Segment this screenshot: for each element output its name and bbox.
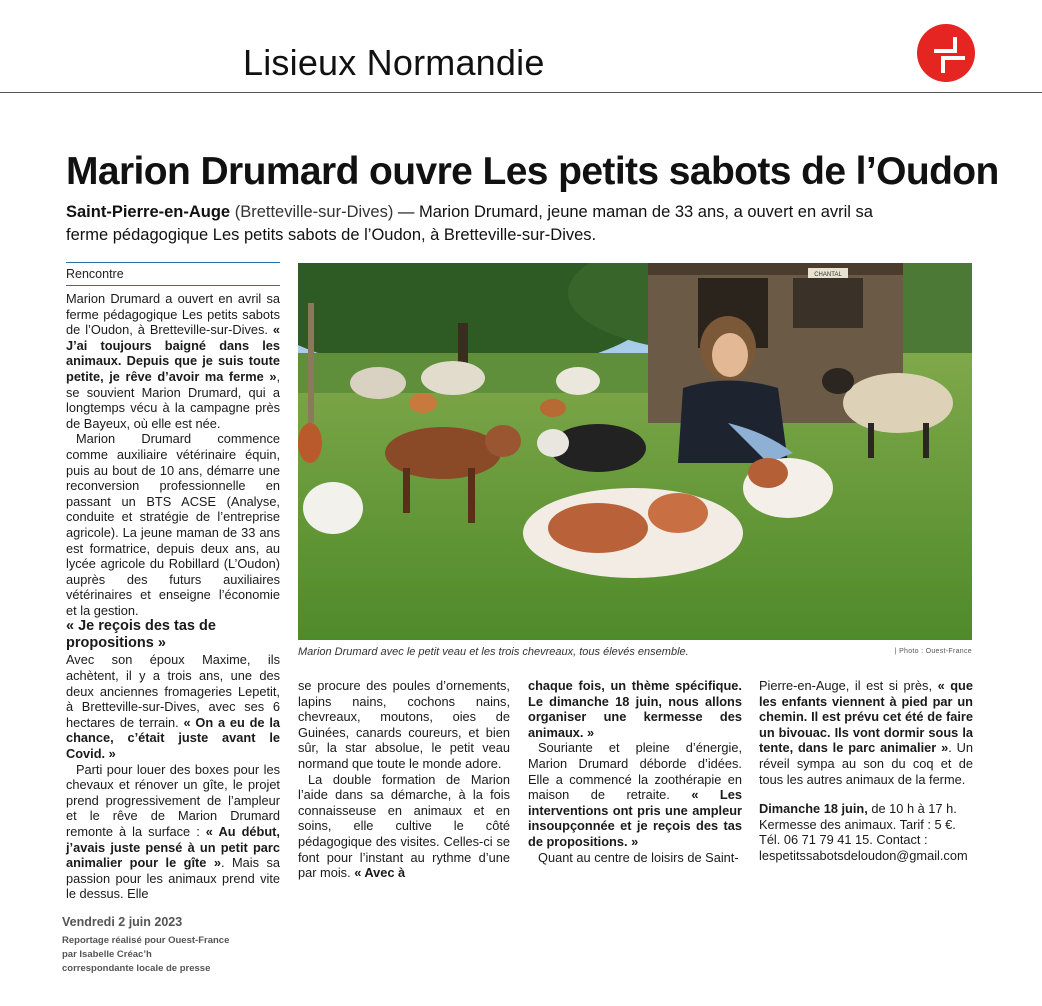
quote: « Les interventions ont pris une ampleur insoupçonnée et je reçois des tas de propositions. »: [528, 787, 742, 849]
paragraph: [528, 740, 742, 849]
quote: « que les enfants viennent à pied par un chemin. Il est prévu cet été de faire un bivouac. Ils vont dormir sous la tente, dans le parc animalier »: [759, 678, 973, 756]
footer-line: Reportage réalisé pour Ouest-France: [62, 935, 230, 946]
paragraph: [759, 678, 973, 787]
info-text: de 10 h à 17 h. Kermesse des animaux. Tarif : 5 €. Tél. 06 71 79 41 15. Contact : lespetitssabotsdeloudon@gmail.com: [759, 801, 968, 863]
intertitle: « Je reçois des tas de propositions »: [66, 618, 216, 652]
quote: « J’ai toujours baigné dans les animaux. Depuis que je suis toute petite, je rêve d’avoir ma ferme »: [66, 322, 280, 384]
paragraph: [66, 291, 280, 431]
header-divider: [0, 92, 1042, 93]
rubric-label: Rencontre: [66, 262, 280, 286]
paragraph: [66, 652, 280, 761]
article-column-4: [759, 678, 973, 864]
text: , se souvient Marion Drumard, qui a longtemps vécu à la campagne près de Bayeux, où elle est née.: [66, 368, 280, 431]
paragraph: [528, 678, 742, 740]
photo-credit: | Photo : Ouest-France: [894, 648, 972, 655]
page-title: Lisieux Normandie: [243, 42, 545, 83]
practical-info: [759, 801, 973, 863]
footer-line: par Isabelle Créac’h: [62, 949, 152, 960]
quote: « Au début, j’avais juste pensé à un petit parc animalier pour le gîte »: [66, 824, 280, 871]
text: Avec son époux Maxime, ils achètent, il y a trois ans, une des deux anciennes fromageries Lepetit, à Bretteville-sur-Dives, avec ses 6 hectares de terrain.: [66, 652, 280, 730]
shed-sign: CHANTAL: [814, 272, 842, 278]
quote: « Avec à: [354, 865, 406, 881]
lede-text: — Marion Drumard, jeune maman de 33 ans, a ouvert en avril sa ferme pédagogique Les petits sabots de l’Oudon, à Bretteville-sur-Dives.: [66, 203, 873, 244]
text: Marion Drumard a ouvert en avril sa ferme pédagogique Les petits sabots de l’Oudon, à Bretteville-sur-Dives.: [66, 291, 280, 338]
paragraph: Marion Drumard commence comme auxiliaire vétérinaire équin, puis au bout de 10 ans, démarre une reconversion professionnelle en passant un BTS ACSE (Analyse, conduite et stratégie de l’entreprise agricole). La jeune maman de 33 ans est formatrice, depuis deux ans, au lycée agricole du Robillard (L’Oudon) auprès des futurs auxiliaires vétérinaires et enseigne l’économie et la gestion.: [66, 431, 280, 618]
quote: « On a eu de la chance, c’était juste avant le Covid. »: [66, 714, 280, 762]
paragraph: Quant au centre de loisirs de Saint-: [538, 849, 739, 865]
info-date: Dimanche 18 juin,: [759, 801, 868, 817]
footer-date: Vendredi 2 juin 2023: [62, 915, 183, 929]
article-lede: [66, 201, 896, 247]
paragraph: [66, 762, 280, 902]
text: Souriante et pleine d’énergie, Marion Drumard déborde d’idées. Elle a commencé la zoothérapie en maison de retraite.: [528, 740, 742, 803]
article-photo: [298, 263, 972, 640]
quote: chaque fois, un thème spécifique. Le dimanche 18 juin, nous allons organiser une kermesse des animaux. »: [528, 678, 742, 740]
paragraph: se procure des poules d’ornements, lapins nains, cochons nains, chevreaux, moutons, oies de Guinées, canards coureurs, et bien sûr, la star absolue, le petit veau normand que toute le monde adore.: [298, 678, 510, 771]
text: La double formation de Marion l’aide dans sa démarche, à la fois connaisseuse en animaux et en soins, elle cultive le côté pédagogique des visites. Celles-ci se font pour l’instant au rythme d’une par mois.: [298, 771, 510, 881]
photo-caption: Marion Drumard avec le petit veau et les trois chevreaux, tous élevés ensemble.: [298, 646, 689, 658]
article-column-2: [298, 678, 510, 881]
text: . Mais sa passion pour les animaux prend vite le dessus. Elle: [66, 855, 281, 902]
footer-line: correspondante locale de presse: [62, 963, 211, 974]
ouest-france-logo-icon: [917, 24, 975, 82]
farm-photo-illustration: [298, 263, 972, 640]
text: Pierre-en-Auge, il est si près,: [759, 678, 938, 693]
article-column-3: [528, 678, 742, 865]
paragraph: [298, 772, 510, 881]
lede-paren: (Bretteville-sur-Dives): [234, 203, 394, 221]
text: Parti pour louer des boxes pour les chevaux et rénover un gîte, le projet prend progressivement de l’ampleur et le rêve de Marion Drumard remonte à la surface :: [66, 761, 280, 839]
article-headline: Marion Drumard ouvre Les petits sabots de l’Oudon: [66, 150, 999, 193]
article-column-1: [66, 291, 280, 902]
text: . Un réveil sympa au son du coq et de tous les autres animaux de la ferme.: [759, 740, 973, 787]
lede-place: Saint-Pierre-en-Auge: [66, 203, 231, 221]
